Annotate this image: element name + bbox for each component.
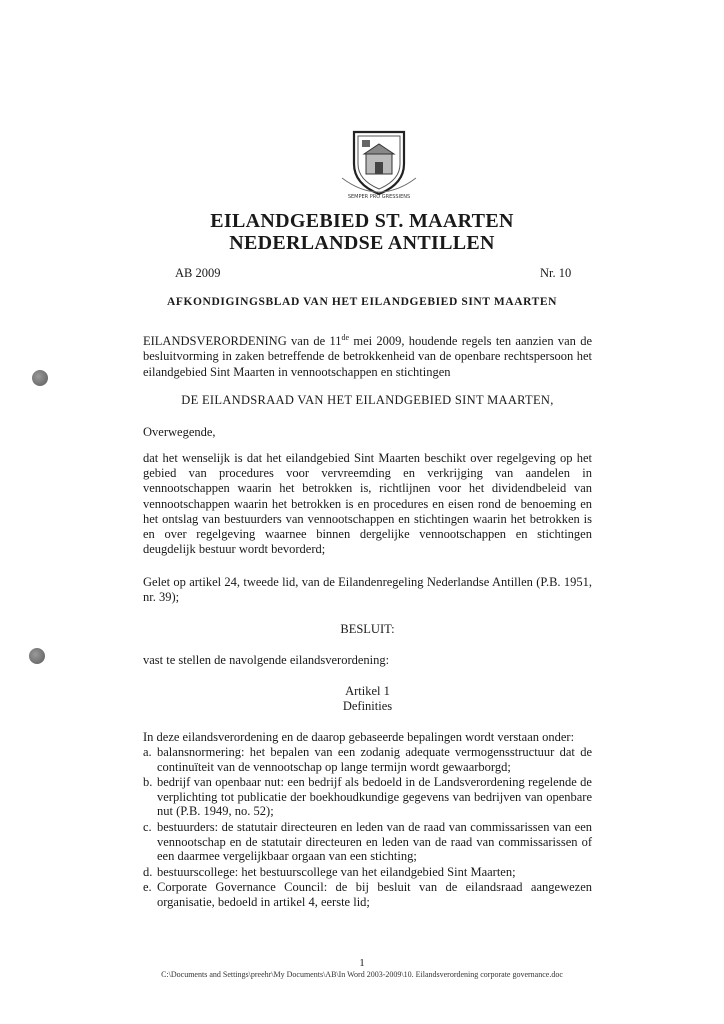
considering-label: Overwegende, [143, 425, 216, 439]
decision-heading: BESLUIT: [340, 622, 395, 636]
island-title: EILANDGEBIED ST. MAARTEN [210, 210, 514, 232]
ordinance-intro: EILANDSVERORDENING van de 11de mei 2009, houdende regels ten aanzien van de besluitvorming in zaken betreffende de betrokkenheid van de openbare rechtspersoon het eilandgebied Sint Maarten in vennootschappen en stichtingen [143, 333, 592, 379]
considering-text: dat het wenselijk is dat het eilandgebied Sint Maarten beschikt over regelgeving op het gebied van procedures voor vervreemding en verkrijging van aandelen in vennootschappen waarin het betrokken is, richtlijnen voor het dividendbeleid van vennootschappen waarin het betrokken is en procedures en eisen rond de benoeming en het ontslag van bestuurders van vennootschappen en stichtingen waarin het betrokken is en over regelgeving waarnee binnen dergelijke vennootschappen en stichtingen deugdelijk bestuur wordt bevorderd; [143, 451, 592, 557]
punch-hole-top [32, 370, 48, 386]
punch-hole-bottom [29, 648, 45, 664]
definitions-intro: In deze eilandsverordening en de daarop gebaseerde bepalingen wordt verstaan onder: [143, 730, 575, 744]
legal-basis: Gelet op artikel 24, tweede lid, van de Eilandenregeling Nederlandse Antillen (P.B. 1951, nr. 39); [143, 575, 592, 605]
page-number: 1 [359, 957, 365, 969]
ab-number: AB 2009 [175, 266, 221, 280]
definitions-list [143, 745, 592, 911]
article-subtitle: Definities [342, 699, 393, 713]
gazette-title: AFKONDIGINGSBLAD VAN HET EILANDGEBIED SINT MAARTEN [166, 296, 558, 308]
establish-text: vast te stellen de navolgende eilandsverordening: [143, 653, 390, 667]
definition-item: c. bestuurders: de statutair directeuren en leden van de raad van commissarissen van een vennootschap en de statutair directeuren en leden van de raad van commissarissen of een daarmee vergelijkbaar orgaan van een stichting; [143, 819, 592, 864]
file-path-footer: C:\Documents and Settings\preehr\My Documents\AB\In Word 2003-2009\10. Eilandsverordening corporate governance.doc [161, 970, 563, 979]
definition-item: a. balansnormering: het bepalen van een zodanig adequate vermogensstructuur dat de continuïteit van de vennootschap op lange termijn wordt gewaarborgd; [143, 745, 592, 774]
country-title: NEDERLANDSE ANTILLEN [229, 232, 495, 254]
council-heading: DE EILANDSRAAD VAN HET EILANDGEBIED SINT MAARTEN, [181, 393, 554, 407]
island-coat-of-arms [334, 128, 424, 200]
svg-text:SEMPER PRO GRESSIENS: SEMPER PRO GRESSIENS [347, 194, 411, 200]
article-title: Artikel 1 [345, 684, 390, 698]
issue-number: Nr. 10 [540, 266, 572, 280]
definition-item: b. bedrijf van openbaar nut: een bedrijf als bedoeld in de Landsverordening regelende de verplichting tot publicatie der boekhoudkundige gegevens van bedrijven van openbare nut (P.B. 1949, no. 52); [143, 775, 592, 819]
definition-item: e. Corporate Governance Council: de bij besluit van de eilandsraad aangewezen organisatie, bedoeld in artikel 4, eerste lid; [143, 880, 592, 909]
definition-item: d. bestuurscollege: het bestuurscollege van het eilandgebied Sint Maarten; [143, 864, 516, 879]
